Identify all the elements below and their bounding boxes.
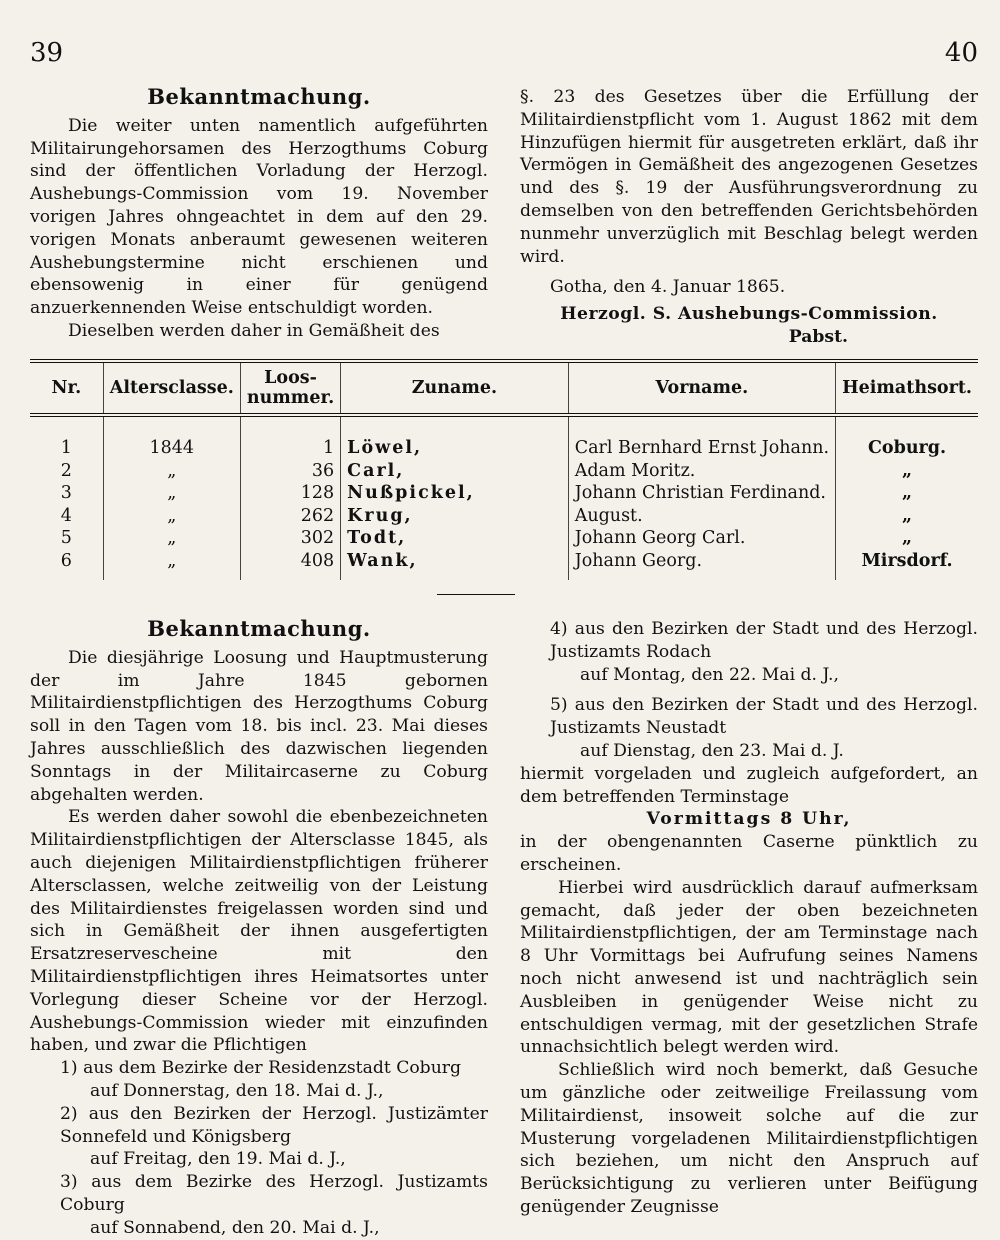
- notice1-paragraph: Dieselben werden daher in Gemäßheit des: [68, 320, 440, 341]
- page-number-left: 39: [30, 38, 64, 68]
- table-cell: „: [103, 460, 240, 483]
- notice1-signatory: Pabst.: [788, 326, 848, 347]
- schedule-district: 3) aus dem Bezirke des Herzogl. Justizamts Coburg: [60, 1172, 488, 1215]
- section-divider: [437, 594, 515, 595]
- notice2-right-column: [520, 618, 978, 1219]
- notice2-summons: hiermit vorgeladen und zugleich aufgefordert, an dem betreffenden Terminstage: [520, 763, 978, 807]
- table-cell: 3: [60, 483, 72, 504]
- table-cell: „: [836, 527, 978, 550]
- column-header-vorname: Vorname.: [568, 361, 835, 415]
- table-row: [30, 460, 978, 483]
- schedule-district: 2) aus den Bezirken der Herzogl. Justizämter Sonnefeld und Königsberg: [60, 1103, 488, 1147]
- notice1-place-date: Gotha, den 4. Januar 1865.: [550, 277, 786, 298]
- table-cell: Carl Bernhard Ernst Johann.: [568, 415, 835, 460]
- table-cell: Carl,: [341, 460, 569, 483]
- table-cell: 1: [240, 415, 340, 460]
- notice1-continuation: §. 23 des Gesetzes über die Erfüllung der Militairdienstpflicht vom 1. August 1862 mit dem Hinzufügen hiermit für ausgetreten erklärt, daß ihr Vermögen in Gemäßheit des angezogenen Gesetzes und des §. 19 der Ausführungsverordnung zu demselben von den betreffenden Gerichtsbehörden nunmehr unverzüglich mit Beschlag belegt werden wird.: [520, 87, 978, 267]
- notice1-authority: Herzogl. S. Aushebungs-Commission.: [560, 304, 938, 325]
- table-cell: 5: [60, 528, 72, 549]
- list-item: [520, 618, 978, 686]
- list-item: [30, 1171, 488, 1239]
- table-row: [30, 550, 978, 581]
- table-cell: „: [836, 505, 978, 528]
- table-cell: 302: [240, 527, 340, 550]
- list-item: [30, 1057, 488, 1103]
- table-cell: „: [836, 482, 978, 505]
- table-cell: Nußpickel,: [341, 482, 569, 505]
- table-cell: 6: [60, 550, 72, 571]
- schedule-district: 4) aus den Bezirken der Stadt und des Herzogl. Justizamts Rodach: [550, 619, 978, 662]
- schedule-date: auf Montag, den 22. Mai d. J.,: [580, 664, 839, 685]
- table-cell: Löwel,: [341, 415, 569, 460]
- table-cell: Johann Georg.: [568, 550, 835, 581]
- schedule-list: [30, 1057, 488, 1239]
- table-cell: „: [103, 505, 240, 528]
- column-header-nr: Nr.: [30, 361, 103, 415]
- table-cell: 128: [240, 482, 340, 505]
- table-cell: Todt,: [341, 527, 569, 550]
- table-cell: Coburg.: [836, 415, 978, 460]
- schedule-date: auf Dienstag, den 23. Mai d. J.: [580, 740, 844, 761]
- roster-header-row: [30, 361, 978, 415]
- list-item: [520, 694, 978, 762]
- list-item: [30, 1103, 488, 1171]
- notice1-right-column: [520, 86, 978, 349]
- schedule-date: auf Freitag, den 19. Mai d. J.,: [90, 1149, 346, 1170]
- notice2-appear: in der obengenannten Caserne pünktlich zu erscheinen.: [520, 832, 978, 875]
- table-cell: 2: [60, 460, 72, 481]
- schedule-list-continued: [520, 618, 978, 763]
- table-cell: Mirsdorf.: [836, 550, 978, 581]
- table-cell: 262: [240, 505, 340, 528]
- notice2-left-column: [30, 618, 488, 1240]
- table-cell: August.: [568, 505, 835, 528]
- table-cell: „: [836, 460, 978, 483]
- table-cell: 408: [240, 550, 340, 581]
- column-header-heimathsort: Heimathsort.: [836, 361, 978, 415]
- schedule-district: 1) aus dem Bezirke der Residenzstadt Coburg: [60, 1058, 461, 1079]
- notice1-left-column: [30, 86, 488, 343]
- table-row: [30, 415, 978, 460]
- column-header-zuname: Zuname.: [341, 361, 569, 415]
- table-cell: Adam Moritz.: [568, 460, 835, 483]
- notice1-heading: Bekanntmachung.: [147, 84, 371, 109]
- schedule-date: auf Donnerstag, den 18. Mai d. J.,: [90, 1080, 384, 1101]
- notice2-paragraph: Die diesjährige Loosung und Hauptmusterung der im Jahre 1845 gebornen Militairdienstpflichtigen des Herzogthums Coburg soll in den Tagen vom 18. bis incl. 23. Mai dieses Jahres ausschließlich des dazwischen liegenden Sonntags in der Militaircaserne zu Coburg abgehalten werden.: [30, 647, 488, 805]
- table-cell: 36: [240, 460, 340, 483]
- table-cell: Johann Georg Carl.: [568, 527, 835, 550]
- table-cell: Krug,: [341, 505, 569, 528]
- roster-table: [30, 359, 978, 580]
- column-header-loosnummer: Loos-nummer.: [240, 361, 340, 415]
- page-number-right: 40: [944, 38, 978, 68]
- table-cell: Wank,: [341, 550, 569, 581]
- table-cell: „: [103, 550, 240, 581]
- schedule-district: 5) aus den Bezirken der Stadt und des Herzogl. Justizamts Neustadt: [550, 695, 978, 739]
- table-row: [30, 527, 978, 550]
- schedule-date: auf Sonnabend, den 20. Mai d. J.,: [90, 1217, 380, 1238]
- notice1-paragraph: Die weiter unten namentlich aufgeführten Militairungehorsamen des Herzogthums Coburg sind der öffentlichen Vorladung der Herzogl. Aushebungs-Commission vom 19. November vorigen Jahres ohngeachtet in dem auf den 29. vorigen Monats anberaumt gewesenen weiteren Aushebungstermine nicht erschienen und ebensowenig in einer für genügend anzuerkennenden Weise entschuldigt worden.: [30, 115, 488, 319]
- table-row: [30, 482, 978, 505]
- notice2-time: Vormittags 8 Uhr,: [646, 809, 852, 830]
- column-header-altersclasse: Altersclasse.: [103, 361, 240, 415]
- notice2-paragraph: Hierbei wird ausdrücklich darauf aufmerksam gemacht, daß jeder der oben bezeichneten Militairdienstpflichtigen, der am Terminstage nach 8 Uhr Vormittags bei Aufrufung seines Namens noch nicht anwesend ist und nachträglich sein Ausbleiben in genügender Weise nicht zu entschuldigen vermag, mit der gesetzlichen Strafe unnachsichtlich belegt werden wird.: [520, 877, 978, 1058]
- notice2-heading: Bekanntmachung.: [147, 616, 371, 641]
- table-cell: 1844: [103, 415, 240, 460]
- table-cell: „: [103, 482, 240, 505]
- table-row: [30, 505, 978, 528]
- notice2-paragraph: Es werden daher sowohl die ebenbezeichneten Militairdienstpflichtigen der Altersclasse 1845, als auch diejenigen Militairdienstpflichtigen früherer Altersclassen, welche zeitweilig von der Leistung des Militairdienstes freigelassen worden sind und sich in Gemäßheit der ihnen ausgefertigten Ersatzreservescheine mit den Militairdienstpflichtigen ihres Heimatsortes unter Vorlegung dieser Scheine vor der Herzogl. Aushebungs-Commission wieder mit einzufinden haben, und zwar die Pflichtigen: [30, 807, 488, 1056]
- table-cell: Johann Christian Ferdinand.: [568, 482, 835, 505]
- table-cell: 4: [60, 505, 72, 526]
- table-cell: 1: [60, 438, 72, 459]
- notice2-paragraph: Schließlich wird noch bemerkt, daß Gesuche um gänzliche oder zeitweilige Freilassung vom Militairdienst, insoweit solche auf die zur Musterung vorgeladenen Militairdienstpflichtigen sich beziehen, um nicht den Anspruch auf Berücksichtigung zu verlieren unter Beifügung genügender Zeugnisse: [520, 1060, 978, 1217]
- table-cell: „: [103, 527, 240, 550]
